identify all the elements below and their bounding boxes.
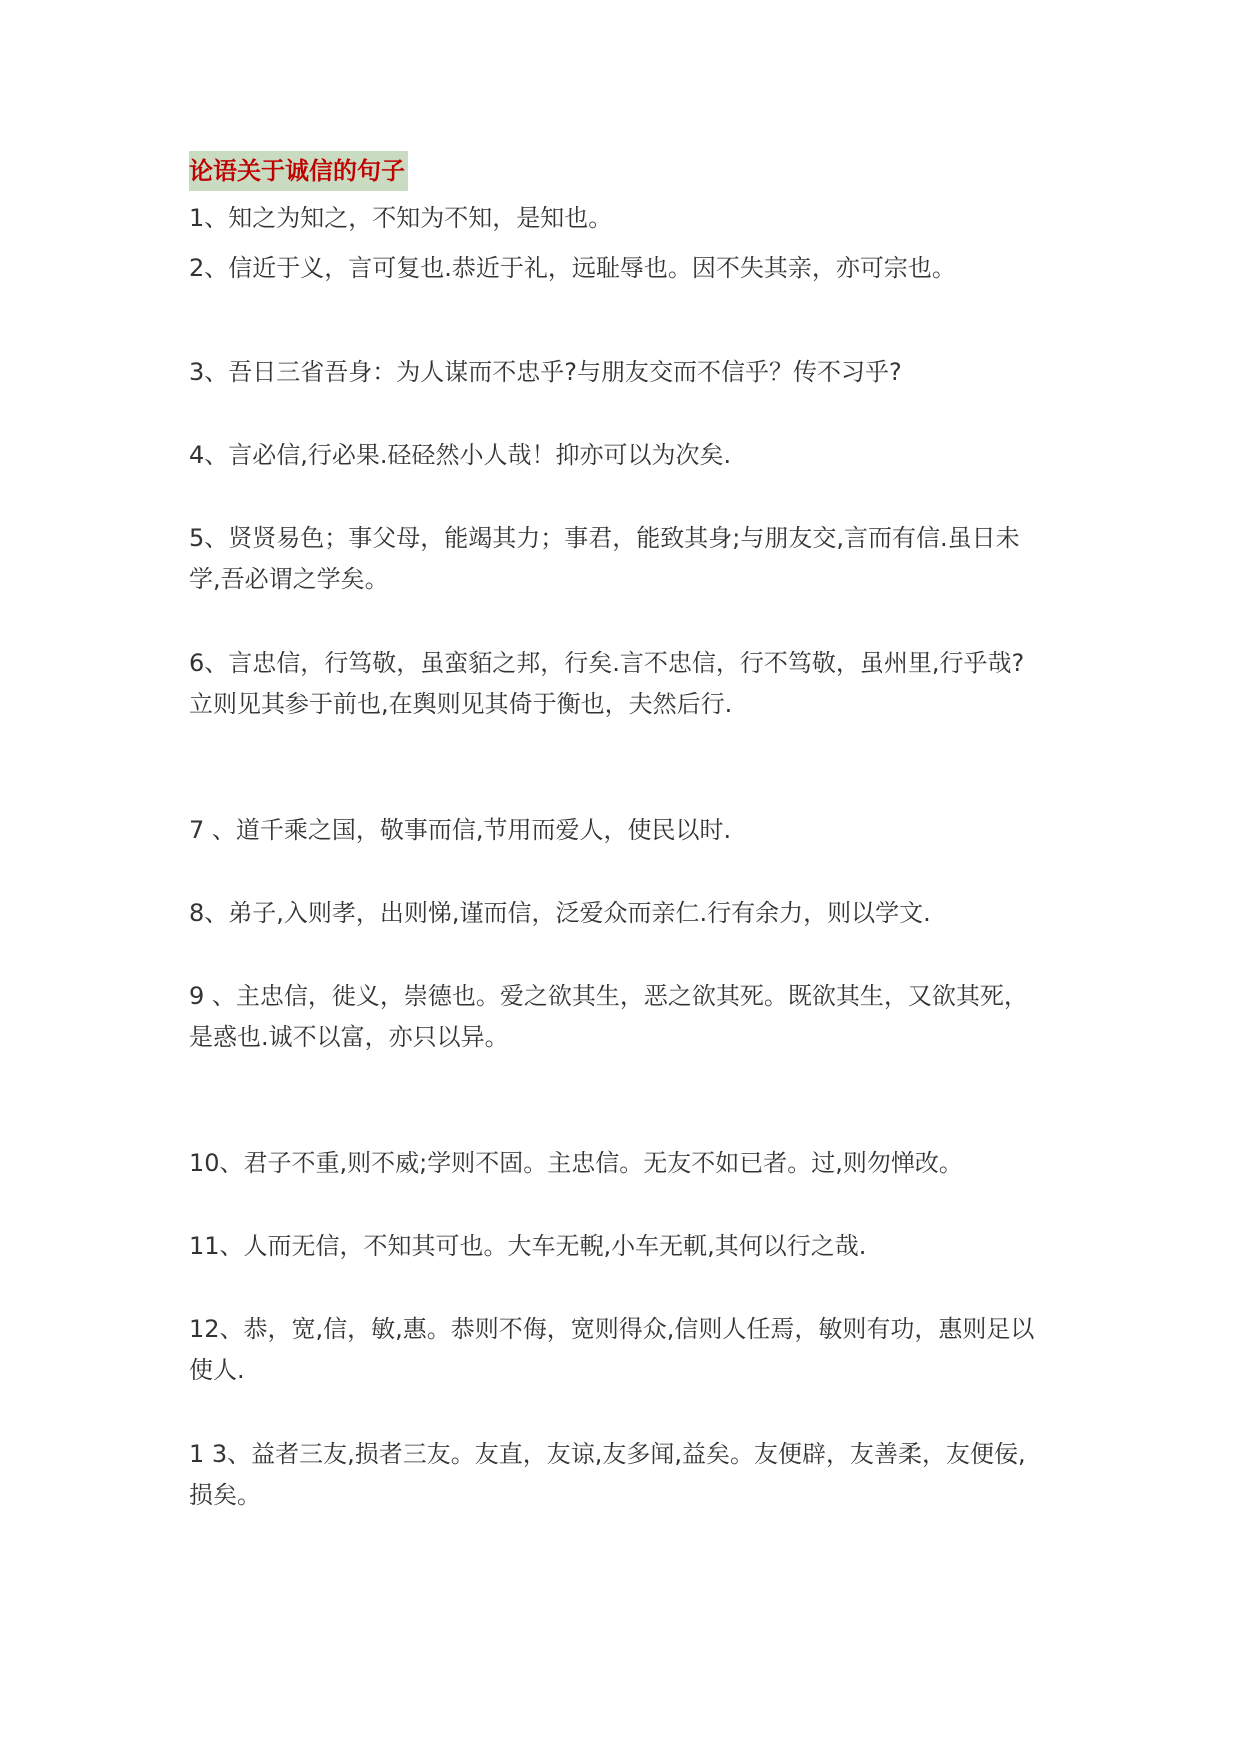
- quote-line: 损矣。: [189, 1481, 261, 1509]
- quote-item-11: [189, 1226, 1064, 1267]
- quote-item-10: [189, 1143, 1064, 1184]
- quote-item-4: [189, 435, 1064, 476]
- quote-line: 2、信近于义，言可复也.恭近于礼，远耻辱也。因不失其亲，亦可宗也。: [189, 254, 956, 282]
- quote-line: 12、恭，宽,信，敏,惠。恭则不侮，宽则得众,信则人任焉，敏则有功，惠则足以: [189, 1315, 1035, 1343]
- quote-line: 7 、道千乘之国，敬事而信,节用而爱人，使民以时.: [189, 816, 732, 844]
- quote-line: 5、贤贤易色；事父母，能竭其力；事君，能致其身;与朋友交,言而有信.虽日未: [189, 524, 1020, 552]
- quote-item-13: [189, 1434, 1064, 1516]
- quote-item-7: [189, 810, 1064, 851]
- quote-line: 10、君子不重,则不威;学则不固。主忠信。无友不如已者。过,则勿惮改。: [189, 1149, 963, 1177]
- document-title: 论语关于诚信的句子: [189, 151, 408, 191]
- quote-item-3: [189, 352, 1064, 393]
- quote-item-1: [189, 198, 1064, 239]
- quote-line: 8、弟子,入则孝，出则悌,谨而信，泛爱众而亲仁.行有余力，则以学文.: [189, 899, 931, 927]
- quote-line: 学,吾必谓之学矣。: [189, 565, 389, 593]
- quote-line: 使人.: [189, 1356, 245, 1384]
- quote-line: 3、吾日三省吾身：为人谋而不忠乎?与朋友交而不信乎？传不习乎?: [189, 358, 902, 386]
- quote-line: 9 、主忠信，徙义，崇德也。爱之欲其生，恶之欲其死。既欲其生，又欲其死，: [189, 982, 1028, 1010]
- quote-line: 是惑也.诚不以富，亦只以异。: [189, 1023, 509, 1051]
- quote-line: 11、人而无信，不知其可也。大车无輗,小车无軏,其何以行之哉.: [189, 1232, 867, 1260]
- quote-line: 6、言忠信，行笃敬，虽蛮貊之邦，行矣.言不忠信，行不笃敬，虽州里,行乎哉?: [189, 649, 1025, 677]
- quote-item-2: [189, 248, 1064, 289]
- quote-line: 立则见其参于前也,在舆则见其倚于衡也，夫然后行.: [189, 690, 733, 718]
- quote-item-12: [189, 1309, 1064, 1391]
- quote-item-8: [189, 893, 1064, 934]
- quote-line: 1 3、益者三友,损者三友。友直，友谅,友多闻,益矣。友便辟，友善柔，友便佞,: [189, 1440, 1026, 1468]
- quote-item-5: [189, 518, 1064, 600]
- quote-item-9: [189, 976, 1064, 1058]
- quote-line: 4、言必信,行必果.硁硁然小人哉！抑亦可以为次矣.: [189, 441, 732, 469]
- quote-line: 1、知之为知之，不知为不知，是知也。: [189, 204, 613, 232]
- quote-item-6: [189, 643, 1064, 725]
